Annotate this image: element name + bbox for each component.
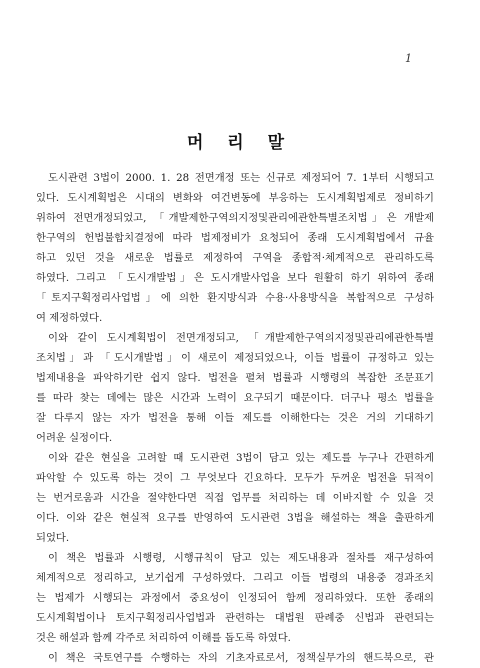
- text-line: 있다. 도시계획법은 시대의 변화와 여건변동에 부응하는 도시계획법제로 정비하기: [36, 192, 434, 204]
- text-line: 법제내용을 파악하기란 쉽지 않다. 법전을 펼쳐 법률과 시행령의 복잡한 조문표기: [36, 372, 434, 384]
- text-line: 이와 같은 현실을 고려할 때 도시관련 3법이 담고 있는 제도를 누구나 간편하게: [48, 452, 434, 464]
- text-line: 는 법제가 시행되는 과정에서 중요성이 인정되어 함께 정리하였다. 또한 종래의: [36, 592, 434, 604]
- text-line: 위하여 전면개정되었고, 「개발제한구역의지정및관리에관한특별조치법」은 개발제: [36, 212, 434, 224]
- paragraph: [36, 648, 434, 668]
- text-line: 도시계획법이나 토지구획정리사업법과 관련하는 대법원 판례중 신법과 관련되는: [36, 612, 434, 624]
- text-line: 는 번거로움과 시간을 절약한다면 직접 업무를 처리하는 데 이바지할 수 있을 것: [36, 492, 434, 504]
- text-line: 여 제정하였다.: [36, 312, 103, 324]
- text-line: 하고 있던 것을 새로운 법률로 제정하여 구역을 종합적·체계적으로 관리하도록: [36, 252, 434, 264]
- paragraph: [36, 548, 434, 648]
- preface-body: [36, 168, 434, 668]
- text-line: 파악할 수 있도록 하는 것이 그 무엇보다 긴요하다. 모두가 두꺼운 법전을 뒤적이: [36, 472, 434, 484]
- page-title: 머 리 말: [186, 133, 294, 153]
- text-line: 이 책은 법률과 시행령, 시행규칙이 담고 있는 제도내용과 절차를 재구성하여: [48, 552, 434, 564]
- text-line: 조치법」과 「도시개발법」이 새로이 제정되었으나, 이들 법률이 규정하고 있는: [36, 352, 434, 364]
- paragraph: [36, 328, 434, 448]
- text-line: 를 따라 찾는 데에는 많은 시간과 노력이 요구되기 때문이다. 더구나 평소 법률을: [36, 392, 434, 404]
- text-line: 이와 같이 도시계획법이 전면개정되고, 「개발제한구역의지정및관리에관한특별: [48, 332, 434, 344]
- text-line: 어려운 실정이다.: [36, 432, 113, 444]
- paragraph: [36, 448, 434, 548]
- text-line: 하였다. 그리고 「도시개발법」은 도시개발사업을 보다 원활히 하기 위하여 종래: [36, 272, 434, 284]
- text-line: 이다. 이와 같은 현실적 요구를 반영하여 도시관련 3법을 해설하는 책을 출판하게: [36, 512, 434, 524]
- text-line: 「토지구획정리사업법」에 의한 환지방식과 수용·사용방식을 복합적으로 구성하: [36, 292, 434, 304]
- text-line: 되었다.: [36, 532, 70, 544]
- text-line: 잘 다루지 않는 자가 법전을 통해 이들 제도를 이해한다는 것은 거의 기대하기: [36, 412, 434, 424]
- text-line: 것은 해설과 함께 각주로 처리하여 이해를 돕도록 하였다.: [36, 632, 291, 644]
- text-line: 한구역의 헌법불합치결정에 따라 법제정비가 요청되어 종래 도시계획법에서 규율: [36, 232, 434, 244]
- text-line: 체계적으로 정리하고, 보기쉽게 구성하였다. 그리고 이들 법령의 내용중 경과조치: [36, 572, 434, 584]
- paragraph: [36, 168, 434, 328]
- page-number: 1: [405, 52, 412, 65]
- text-line: 도시관련 3법이 2000. 1. 28 전면개정 또는 신규로 제정되어 7. 1부터 시행되고: [48, 172, 434, 184]
- text-line: 이 책은 국토연구를 수행하는 자의 기초자료로서, 정책실무가의 핸드북으로, 관: [48, 652, 434, 664]
